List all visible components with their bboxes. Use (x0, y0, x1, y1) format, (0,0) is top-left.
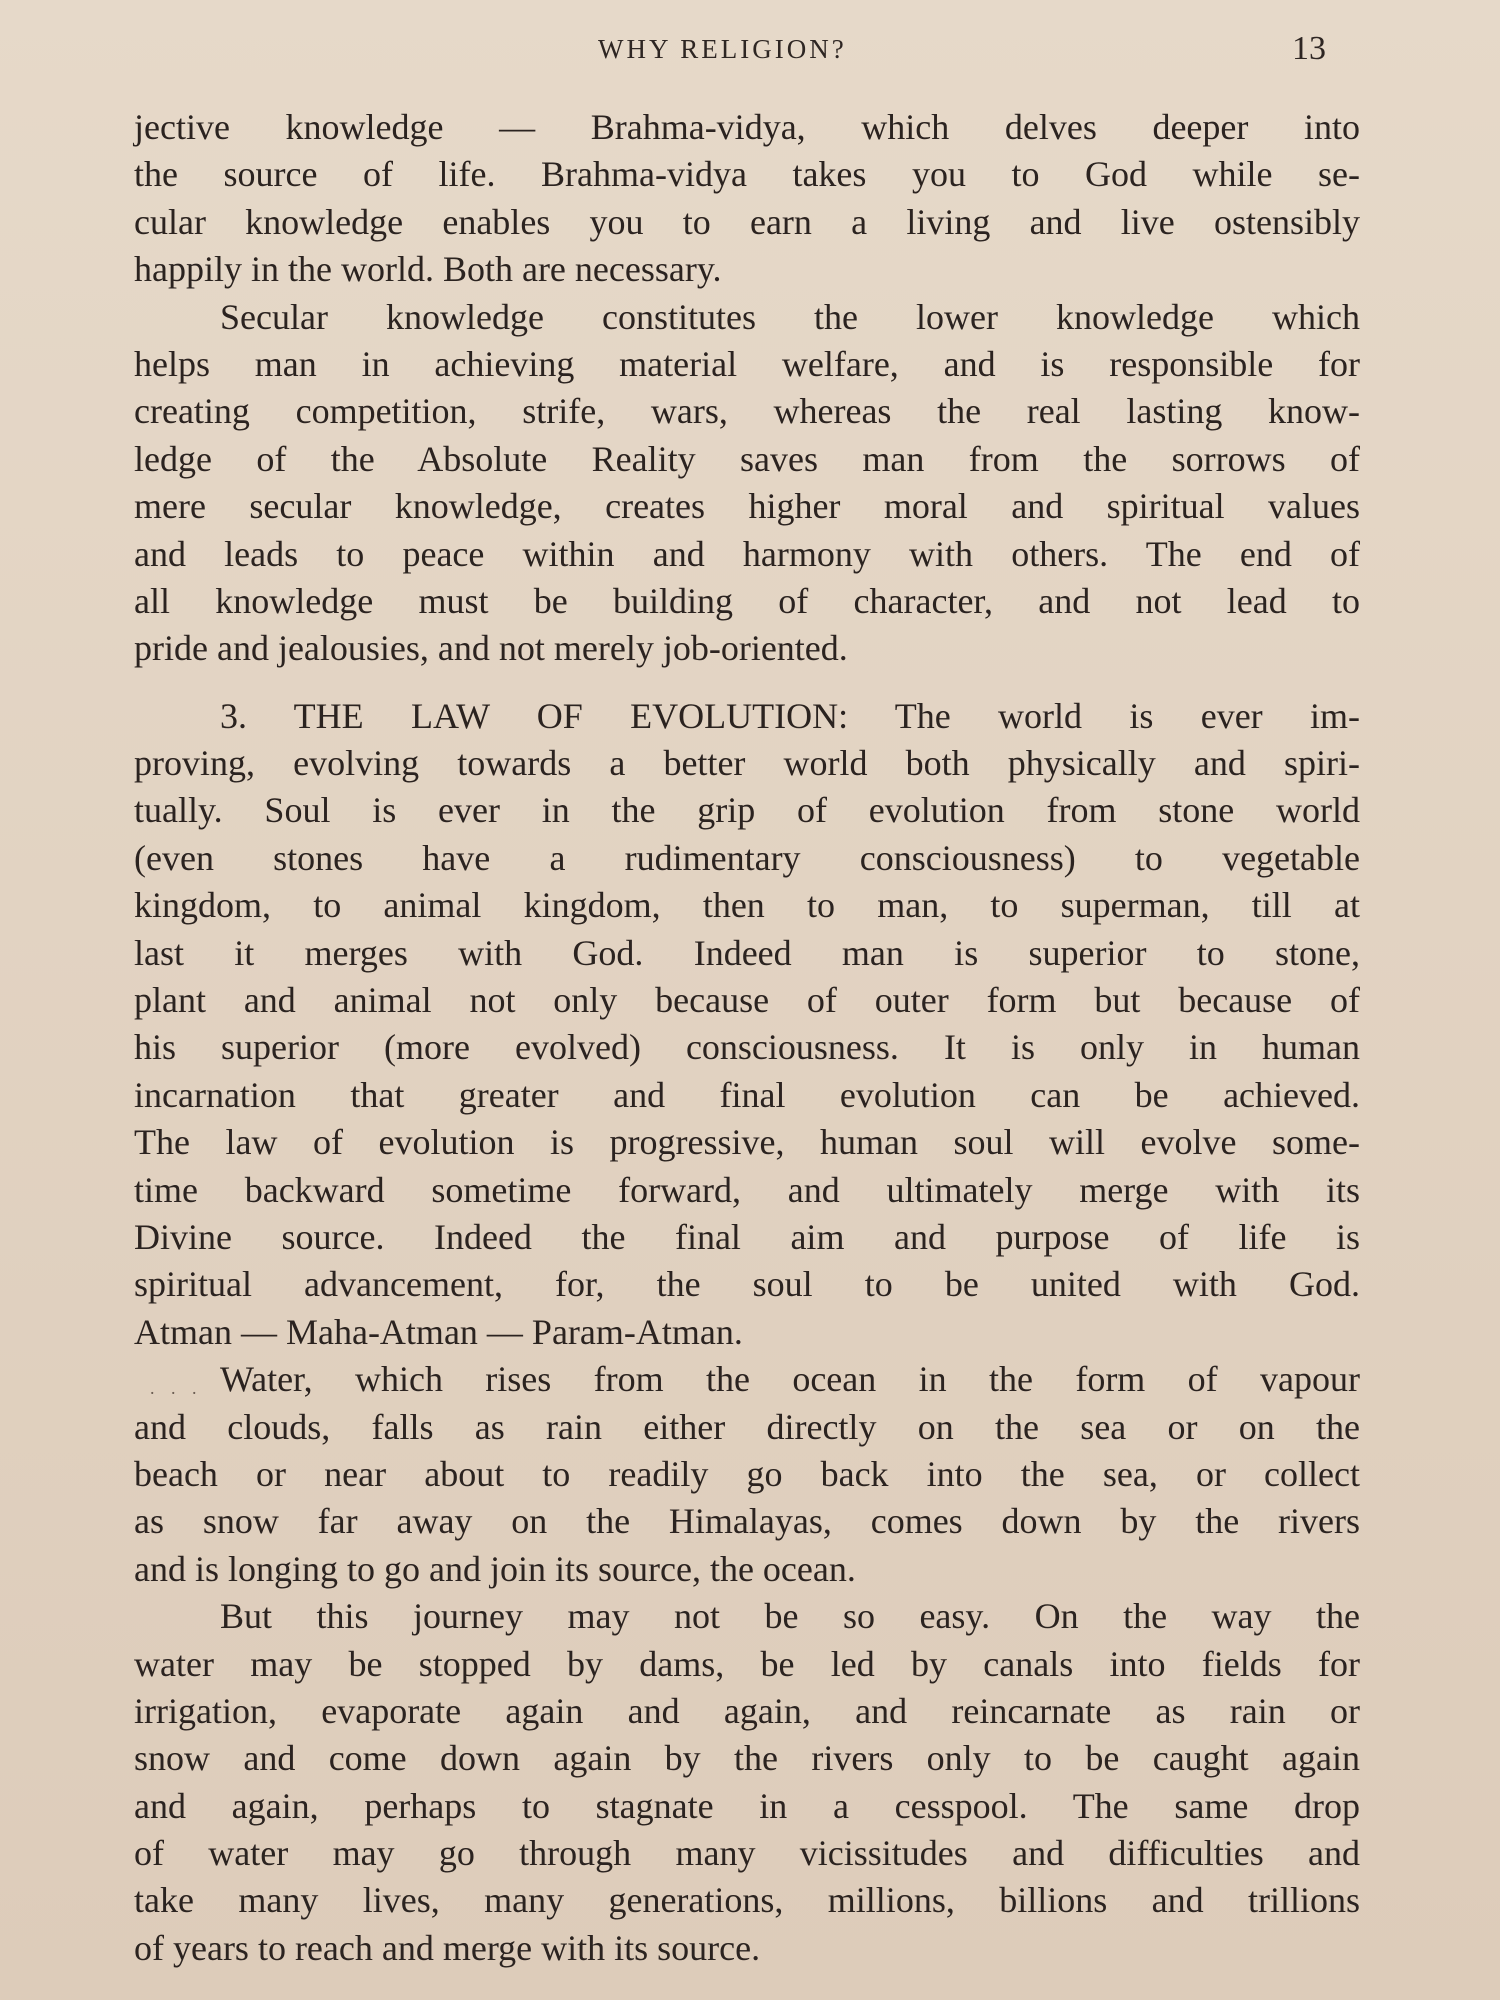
text-line: plant and animal not only because of outer form but because of (134, 980, 1360, 1021)
text-line: mere secular knowledge, creates higher moral and spiritual values (134, 486, 1360, 527)
text-line: and leads to peace within and harmony with others. The end of (134, 533, 1360, 574)
text-line: (even stones have a rudimentary consciousness) to vegetable (134, 837, 1360, 878)
text-line: cular knowledge enables you to earn a living and live ostensibly (134, 201, 1360, 242)
text-line: jective knowledge — Brahma-vidya, which delves deeper into (134, 107, 1360, 147)
text-line: incarnation that greater and final evolution can be achieved. (134, 1074, 1360, 1115)
text-line: helps man in achieving material welfare, and is responsible for (134, 343, 1360, 384)
text-line: and clouds, falls as rain either directly on the sea or on the (134, 1406, 1360, 1447)
text-line: kingdom, to animal kingdom, then to man, to superman, till at (134, 885, 1360, 926)
running-head: WHY RELIGION? (598, 34, 847, 64)
paragraph-1 (134, 104, 1360, 294)
text-line: of water may go through many vicissitudes and difficulties and (134, 1833, 1360, 1874)
text-line: water may be stopped by dams, be led by canals into fields for (134, 1643, 1360, 1684)
text-line: happily in the world. Both are necessary. (134, 249, 722, 290)
text-line: tually. Soul is ever in the grip of evolution from stone world (134, 790, 1360, 831)
text-line: But this journey may not be so easy. On the way the (220, 1596, 1360, 1637)
text-line: and again, perhaps to stagnate in a cesspool. The same drop (134, 1785, 1360, 1826)
text-line: and is longing to go and join its source, the ocean. (134, 1548, 856, 1589)
section-gap (134, 673, 1360, 693)
text-line: Water, which rises from the ocean in the form of vapour (220, 1359, 1360, 1400)
text-line: all knowledge must be building of character, and not lead to (134, 580, 1360, 621)
text-line: creating competition, strife, wars, whereas the real lasting know- (134, 391, 1360, 432)
body-text (134, 104, 1360, 1972)
section-heading-line: 3. THE LAW OF EVOLUTION: The world is ever im- (220, 695, 1360, 736)
text-line: the source of life. Brahma-vidya takes you to God while se- (134, 154, 1360, 195)
paragraph-3 (134, 693, 1360, 1356)
text-line: irrigation, evaporate again and again, and reincarnate as rain or (134, 1690, 1360, 1731)
text-line: spiritual advancement, for, the soul to be united with God. (134, 1264, 1360, 1305)
paragraph-4 (134, 1356, 1360, 1593)
text-line: pride and jealousies, and not merely job-oriented. (134, 628, 848, 669)
text-line: beach or near about to readily go back into the sea, or collect (134, 1453, 1360, 1494)
text-line: Secular knowledge constitutes the lower knowledge which (220, 296, 1360, 337)
text-line: ledge of the Absolute Reality saves man from the sorrows of (134, 438, 1360, 479)
text-line: proving, evolving towards a better world both physically and spiri- (134, 743, 1360, 784)
text-line: time backward sometime forward, and ultimately merge with its (134, 1169, 1360, 1210)
page-header (0, 30, 1500, 70)
text-line: as snow far away on the Himalayas, comes down by the rivers (134, 1501, 1360, 1542)
page-number: 13 (1292, 30, 1326, 67)
text-line: snow and come down again by the rivers only to be caught again (134, 1738, 1360, 1779)
text-line: his superior (more evolved) consciousness. It is only in human (134, 1027, 1360, 1068)
print-artifact-dots: . . . (150, 1378, 203, 1398)
text-line: of years to reach and merge with its source. (134, 1927, 761, 1968)
paragraph-2 (134, 294, 1360, 673)
text-line: Atman — Maha-Atman — Param-Atman. (134, 1311, 743, 1352)
text-line: last it merges with God. Indeed man is superior to stone, (134, 932, 1360, 973)
paragraph-5 (134, 1593, 1360, 1972)
text-line: The law of evolution is progressive, human soul will evolve some- (134, 1122, 1360, 1163)
text-line: Divine source. Indeed the final aim and purpose of life is (134, 1216, 1360, 1257)
text-line: take many lives, many generations, millions, billions and trillions (134, 1880, 1360, 1921)
